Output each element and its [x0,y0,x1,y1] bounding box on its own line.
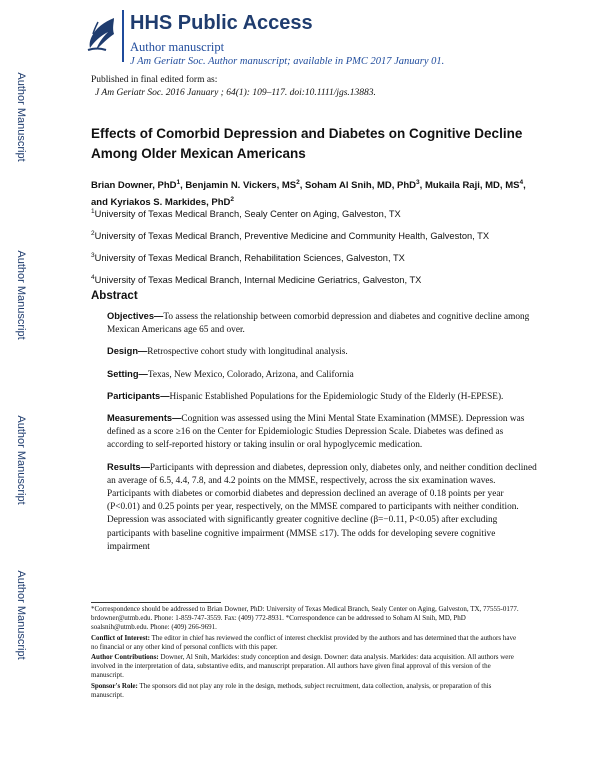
abstract-text: Hispanic Established Populations for the Epidemiologic Study of the Elderly (H-EPESE). [169,391,504,402]
publication-info [91,74,376,99]
header-divider [122,10,124,62]
author-name: Kyriakos S. Markides, PhD [110,197,231,209]
author-sup: 2 [230,196,235,204]
affiliation-sup: 3 [91,252,95,259]
author-name: Benjamin N. Vickers, MS [185,180,297,192]
footnote [91,682,521,700]
sidebar [0,0,40,776]
abstract-text: Texas, New Mexico, Colorado, Arizona, and California [147,369,354,380]
affiliation-text: University of Texas Medical Branch, Sealy Center on Aging, Galveston, TX [94,209,401,220]
footnote-divider [91,602,221,603]
sidebar-label-3: Author Manuscript [15,415,27,505]
sidebar-label-4: Author Manuscript [15,570,27,660]
header-subtitle: Author manuscript [130,40,225,54]
abstract-text: To assess the relationship between comorbid depression and diabetes and cognitive decline among Mexican Americans age 65 and over. [107,312,530,336]
abstract-heading: Abstract [91,290,138,302]
affiliation [91,228,551,250]
abstract-body [107,310,537,562]
abstract-section [107,310,537,337]
affiliation-sup: 4 [91,274,95,281]
author-sup: 2 [296,179,300,186]
article-title: Effects of Comorbid Depression and Diabetes on Cognitive Decline Among Older Mexican Americans [91,126,523,161]
author-sup: 3 [416,179,420,186]
affiliation-list [91,206,551,294]
footnote [91,653,521,681]
abstract-text: Cognition was assessed using the Mini Mental State Examination (MMSE). Depression was defined as a score ≥16 on the Center for Epidemiologic Studies Depression Scale. Diabetes was defined as according to self-reported history or taking insulin or oral hypoglycemic medication. [107,414,525,451]
affiliation [91,250,551,272]
footnote-label: Author Contributions: [91,653,159,662]
affiliation-text: University of Texas Medical Branch, Preventive Medicine and Community Health, Galveston, TX [94,231,490,242]
footnote-text: *Correspondence should be addressed to Brian Downer, PhD: University of Texas Medical Branch, Sealy Center on Aging, Galveston, TX, 77555-0177. brdowner@utmb.edu. Phone: 1-859-747-3559. Fax: (409) 772-8931. *Correspondence can be addressed to Soham Al Snih, MD, PhD soalsnih@utmb.edu. Phone: (409) 266-9691. [91,605,519,632]
abstract-label: Design— [107,346,148,357]
pubinfo-line1: Published in final edited form as: [91,75,218,85]
author-sep: , [180,180,186,192]
affiliation-text: University of Texas Medical Branch, Internal Medicine Geriatrics, Galveston, TX [94,275,422,286]
header-citation: J Am Geriatr Soc. Author manuscript; available in PMC 2017 January 01. [130,56,445,67]
author-name: Brian Downer, PhD [91,180,177,192]
footnote-text: The editor in chief has reviewed the conflict of interest checklist provided by the authors and has determined that the authors have no financial or any other kind of personal conflicts with this paper. [91,633,517,651]
footnote-text: The sponsors did not play any role in the design, methods, subject recruitment, data collection, analysis, or preparation of this manuscript. [91,681,492,699]
abstract-text: Retrospective cohort study with longitudinal analysis. [147,347,348,358]
abstract-label: Objectives— [107,311,164,321]
sidebar-label-2: Author Manuscript [15,250,27,340]
footnote [91,605,521,633]
author-name: Mukaila Raji, MD, MS [424,180,520,192]
abstract-section [107,345,537,359]
abstract-label: Measurements— [107,413,182,424]
author-sep: , [419,180,425,192]
affiliation [91,206,551,228]
footnotes [91,605,521,701]
affiliation-sup: 2 [91,230,95,237]
abstract-section [107,412,537,453]
author-name: Soham Al Snih, MD, PhD [305,180,417,192]
abstract-section [107,461,537,554]
affiliation [91,272,551,294]
affiliation-sup: 1 [91,208,95,215]
hhs-eagle-logo-icon [84,14,120,54]
footnote-text: Downer, Al Snih, Markides: study conception and design. Downer: data analysis. Markides: data acquisition. All authors were involved in the interpretation of data, substantive edits, and manuscript preparation. All authors have given final approval of this version of the manuscript. [91,653,514,680]
abstract-section [107,390,537,404]
abstract-label: Participants— [107,390,170,401]
pubinfo-line2: J Am Geriatr Soc. 2016 January ; 64(1): 109–117. doi:10.1111/jgs.13883. [95,87,376,98]
abstract-label: Results— [107,461,150,472]
footnote-label: Conflict of Interest: [91,633,150,642]
footnote-label: Sponsor's Role: [91,681,138,690]
author-sup: 4 [519,179,524,186]
abstract-section [107,368,537,382]
header-title: HHS Public Access [130,12,313,34]
author-sep: , and [91,180,526,209]
footnote [91,634,521,652]
abstract-text: Participants with depression and diabetes, depression only, diabetes only, and neither condition declined an average of 6.5, 4.4, 7.8, and 4.2 points on the MMSE, respectively, across the six examination waves. Participants with diabetes or comorbid diabetes and depression declined an average of 0.18 points per year (P<0.01) and 0.25 points per year, respectively, on the MMSE compared to participants with neither condition. Depression was associated with significantly greater cognitive decline (β=−0.11, P<0.05) after excluding participants with baseline cognitive impairment (MMSE ≤17). The odds for developing severe cognitive impairment [107,462,537,552]
affiliation-text: University of Texas Medical Branch, Rehabilitation Sciences, Galveston, TX [94,253,405,264]
abstract-label: Setting— [107,368,148,379]
author-sep: , [299,180,306,192]
author-sup: 1 [176,179,181,186]
sidebar-label-1: Author Manuscript [15,72,27,162]
